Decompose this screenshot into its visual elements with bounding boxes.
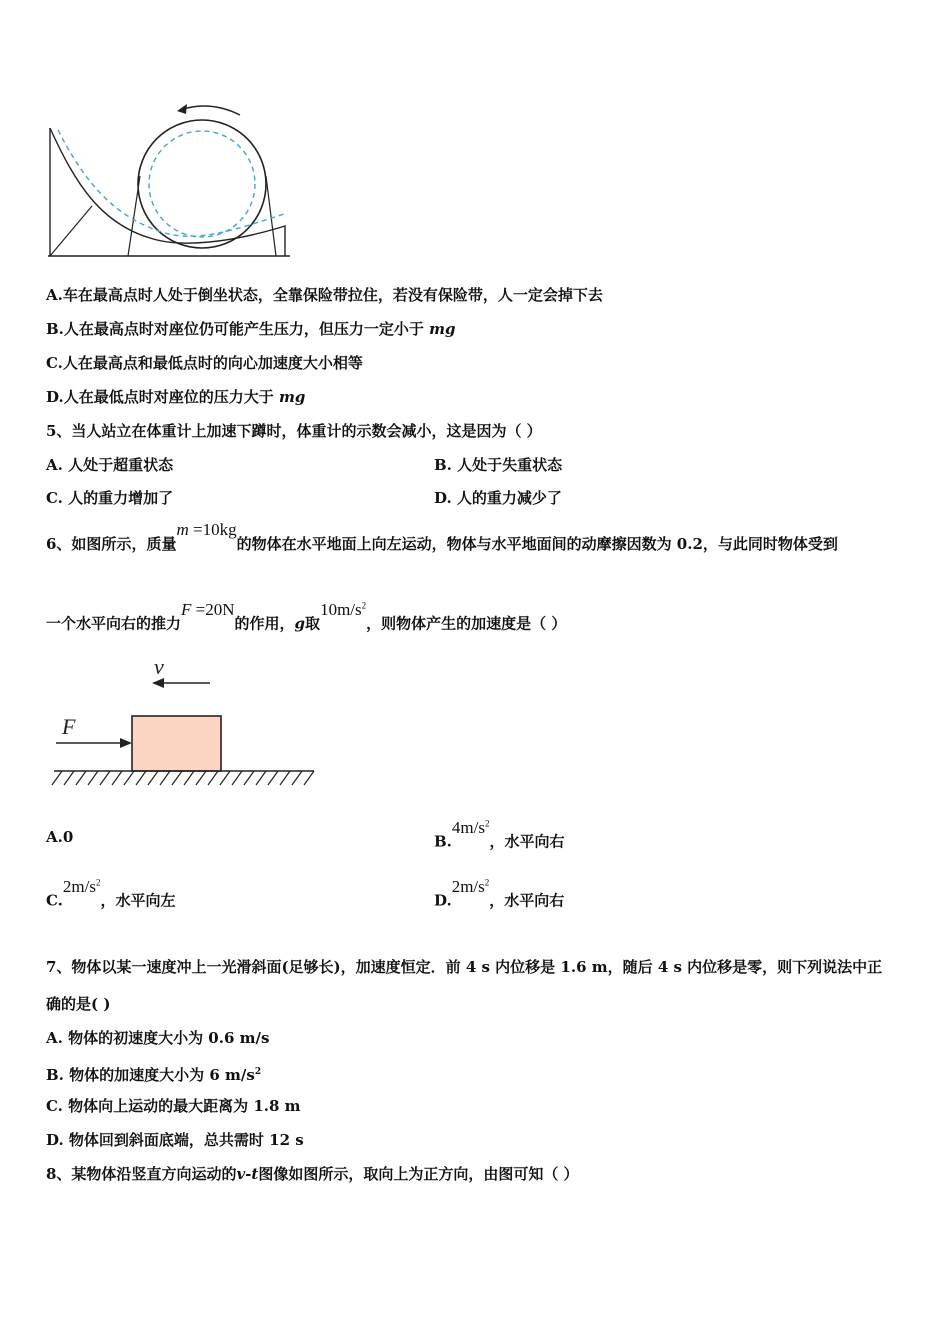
q6-option-c: $C.2m/s^2$，水平向左	[46, 876, 176, 910]
loop-track-figure	[40, 98, 300, 263]
q6-stem-line1: 6、如图所示，质量m =10kg的物体在水平地面上向左运动，物体与水平地面间的动摩擦因数为 0.2，与此同时物体受到	[46, 520, 838, 553]
q5-option-a: A. 人处于超重状态	[46, 456, 174, 474]
block-force-figure	[48, 650, 323, 790]
q7-option-d: D. 物体回到斜面底端，总共需时 12 s	[46, 1131, 304, 1149]
velocity-label: v	[154, 654, 164, 679]
force-label: F	[62, 714, 76, 739]
q7-option-c: C. 物体向上运动的最大距离为 1.8 m	[46, 1097, 301, 1115]
q6-option-d: $D.2m/s^2$，水平向右	[434, 876, 565, 910]
velocity-arrow-icon	[152, 678, 164, 688]
q7-stem-line1: 7、物体以某一速度冲上一光滑斜面(足够长)，加速度恒定．前 4 s 内位移是 1.6 m，随后 4 s 内位移是零，则下列说法中正	[46, 958, 883, 976]
q6-mass: m =10kg	[176, 520, 237, 539]
q5-stem: 5、当人站立在体重计上加速下蹲时，体重计的示数会减小，这是因为（ ）	[46, 422, 542, 440]
q6-force: F =20N	[181, 599, 235, 619]
q5-option-b: B. 人处于失重状态	[434, 456, 563, 474]
q6-option-b: $B.4m/s^2$，水平向右	[434, 817, 565, 851]
q5-option-d: D. 人的重力减少了	[434, 489, 562, 507]
q4-option-d: D.人在最低点时对座位的压力大于 mg	[46, 388, 306, 406]
q6-option-a: A.0	[46, 828, 74, 846]
q5-option-c: C. 人的重力增加了	[46, 489, 174, 507]
q4-option-a: A.车在最高点时人处于倒坐状态，全靠保险带拉住，若没有保险带，人一定会掉下去	[46, 286, 603, 304]
q8-stem: 8、某物体沿竖直方向运动的v-t图像如图所示，取向上为正方向，由图可知（ ）	[46, 1165, 579, 1183]
q7-stem-line2: 确的是( )	[46, 995, 111, 1013]
q7-option-b: B. 物体的加速度大小为 6 $m/s^2$	[46, 1066, 262, 1084]
q4-option-c: C.人在最高点和最低点时的向心加速度大小相等	[46, 354, 363, 372]
q6-g-value: $10m/s^2$	[320, 599, 367, 619]
q4-option-b: B.人在最高点时对座位仍可能产生压力，但压力一定小于 mg	[46, 320, 456, 338]
force-arrow-icon	[120, 738, 132, 748]
q7-option-a: A. 物体的初速度大小为 0.6 m/s	[46, 1029, 270, 1047]
block	[132, 716, 221, 771]
q6-stem-line2: 一个水平向右的推力F =20N的作用，g取$10m/s^2$，则物体产生的加速度是（ ）	[46, 599, 567, 633]
